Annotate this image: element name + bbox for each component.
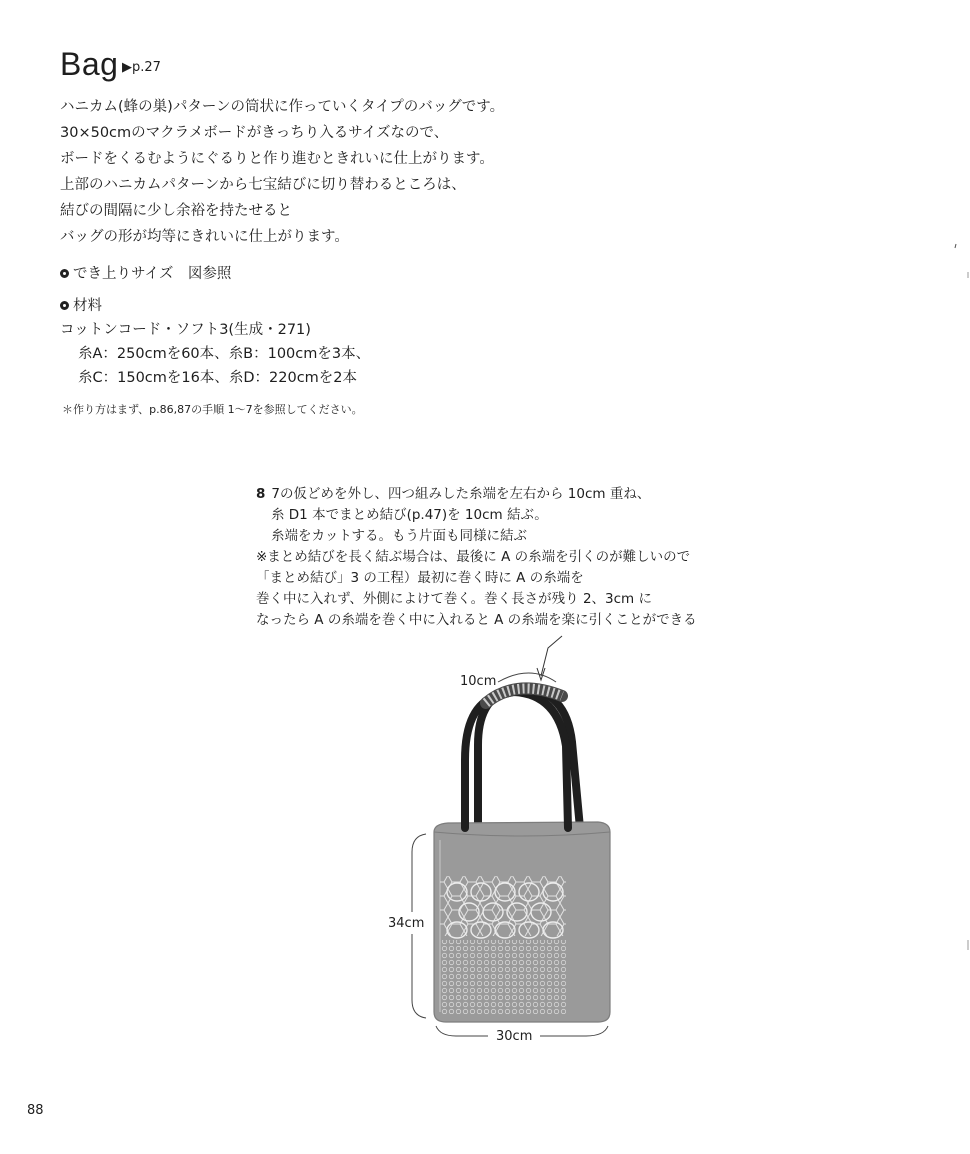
intro-line: バッグの形が均等にきれいに仕上がります。 [60, 229, 349, 245]
width-dimension-label: 30cm [496, 1029, 533, 1044]
step-line: 巻く中に入れず、外側によけて巻く。巻く長さが残り 2、3cm に [256, 591, 652, 607]
step-line: ※まとめ結びを長く結ぶ場合は、最後に A の糸端を引くのが難しいので [256, 549, 691, 565]
intro-line: 上部のハニカムパターンから七宝結びに切り替わるところは、 [60, 177, 466, 193]
step-line: 糸 D1 本でまとめ結び(p.47)を 10cm 結ぶ。 [271, 507, 548, 523]
handle-dimension-label: 10cm [460, 674, 497, 689]
page-edge-mark [955, 244, 956, 248]
instructions-note: ＊作り方はまず、p.86,87の手順 1〜7を参照してください。 [62, 403, 363, 416]
intro-line: ハニカム(蜂の巣)パターンの筒状に作っていくタイプのバッグです。 [60, 99, 505, 115]
page-title: Bag [60, 46, 119, 82]
step-line: 「まとめ結び」3 の工程）最初に巻く時に A の糸端を [256, 570, 584, 586]
page-number: 88 [27, 1103, 44, 1118]
materials-line: 糸A：250cmを60本、糸B：100cmを3本、 [78, 346, 371, 362]
step-line: なったら A の糸端を巻く中に入れると A の糸端を楽に引くことができる [256, 612, 697, 628]
page-reference: ▶p.27 [122, 60, 161, 75]
handle-dimension-line [498, 673, 556, 682]
wrap-arrow-left-head [489, 712, 499, 722]
materials-line: 糸C：150cmを16本、糸D：220cmを2本 [78, 370, 358, 386]
step-line: 7の仮どめを外し、四つ組みした糸端を左右から 10cm 重ね、 [271, 486, 651, 502]
intro-line: 30×50cmのマクラメボードがきっちり入るサイズなので、 [60, 125, 449, 141]
size-section-label: でき上りサイズ 図参照 [73, 266, 232, 282]
knot-pattern [440, 940, 566, 1014]
materials-label: 材料 [73, 298, 102, 314]
step-line: 糸端をカットする。もう片面も同様に結ぶ [271, 528, 527, 544]
wrap-arrow-right [510, 712, 540, 720]
materials-cord: コットンコード・ソフト3(生成・271) [60, 322, 311, 338]
step-number: 8 [256, 486, 266, 502]
height-dimension-label: 34cm [388, 916, 425, 931]
intro-line: 結びの間隔に少し余裕を持たせると [60, 203, 292, 219]
wrap-arrow-right-head [504, 714, 514, 724]
intro-line: ボードをくるむようにぐるりと作り進むときれいに仕上がります。 [60, 151, 494, 167]
